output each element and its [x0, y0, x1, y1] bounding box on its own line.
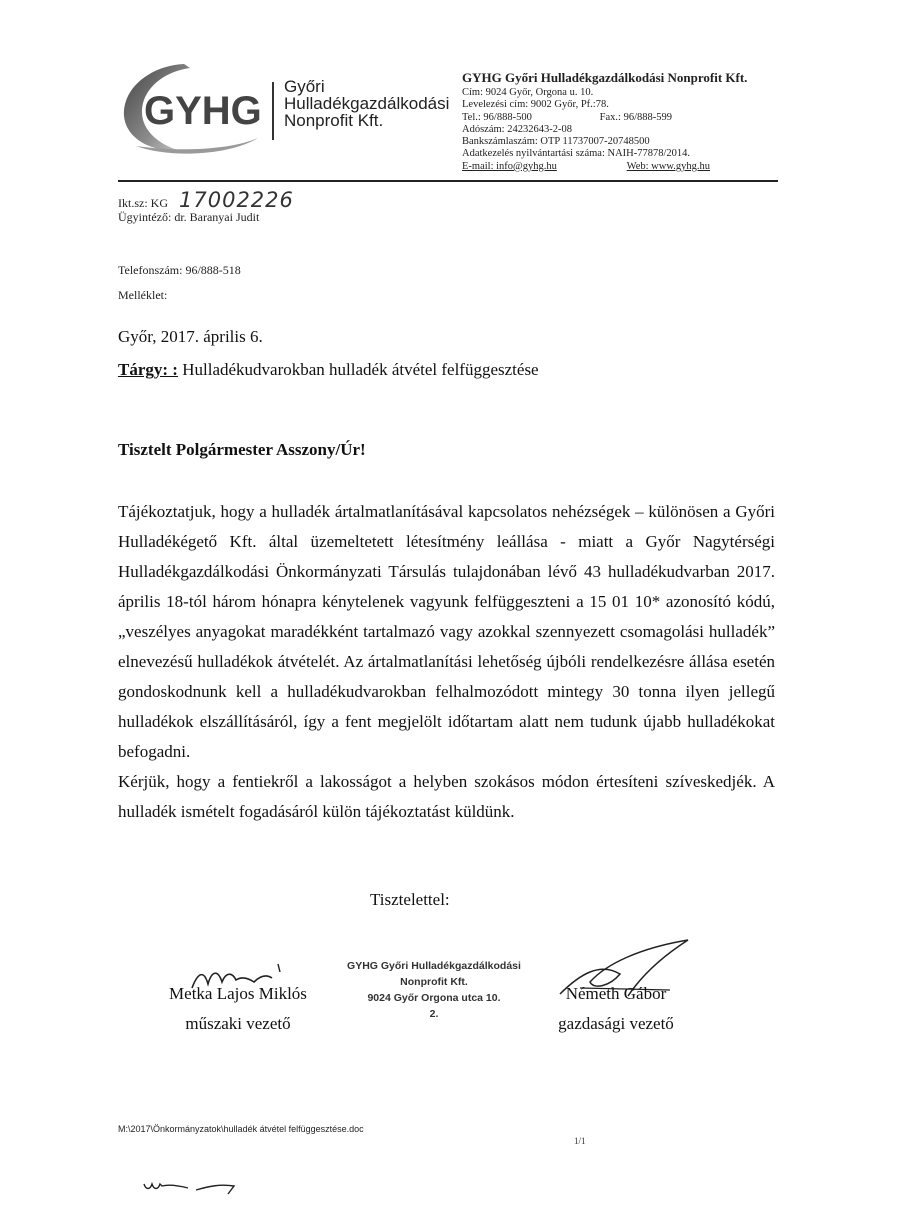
left-signer-title: műszaki vezető [185, 1014, 291, 1033]
stamp-line-4: 2. [429, 1008, 439, 1020]
letter-subject [118, 360, 539, 380]
body-paragraph-1: Tájékoztatjuk, hogy a hulladék ártalmatlanításával kapcsolatos nehézségek – különösen a Győri Hulladékégető Kft. által üzemeltetett létesítmény leállása - miatt a Győr Nagytérségi Hulladékgazdálkodási Önkormányzati Társulás tulajdonában lévő 43 hulladékudvarban 2017. április 18-tól három hónapra kénytelenek vagyunk felfüggeszteni a 15 01 10* azonosító kódú, „veszélyes anyagokat maradékként tartalmazó vagy azokkal szennyezett csomagolási hulladék” elnevezésű hulladékok átvételét. Az ártalmatlanítási lehetőség újbóli rendelkezésre állása esetén gondoskodnunk kell a hulladékudvarokban felhalmozódott mintegy 30 tonna ilyen jellegű hulladékok elszállításáról, így a fent megjelölt időtartam alatt nem tudunk újabb hulladékokat befogadni. [118, 502, 775, 761]
logo-line-3: Nonprofit Kft. [284, 111, 384, 130]
file-path: M:\2017\Önkormányzatok\hulladék átvétel felfüggesztése.doc [118, 1124, 364, 1134]
letter-body [118, 497, 775, 827]
logo-mark: GYHG [144, 89, 262, 133]
right-signer-name: Németh Gábor [565, 984, 667, 1003]
stamp-line-2: Nonprofit Kft. [400, 976, 468, 988]
logo-divider [272, 82, 274, 140]
left-signer-name: Metka Lajos Miklós [169, 984, 307, 1003]
gyhg-logo-icon [118, 54, 278, 164]
reference-label: Ikt.sz: KG [118, 196, 168, 210]
logo-wordmark [284, 78, 449, 129]
right-signer-title: gazdasági vezető [558, 1014, 674, 1033]
reference-handwritten: 17002226 [179, 188, 294, 212]
letter-closing: Tisztelettel: [370, 890, 450, 909]
case-officer: Ügyintéző: dr. Baranyai Judit [118, 210, 260, 224]
postal-address: Levelezési cím: 9002 Győr, Pf.:78. [462, 99, 609, 111]
email-link[interactable]: E-mail: info@gyhg.hu [462, 160, 557, 172]
tax-number: Adószám: 24232643-2-08 [462, 123, 572, 135]
handwritten-scribble-icon [140, 1160, 250, 1200]
company-name: GYHG Győri Hulladékgazdálkodási Nonprofit Kft. [462, 70, 748, 85]
company-address: Cím: 9024 Győr, Orgona u. 10. [462, 87, 594, 98]
fax-number: Fax.: 96/888-599 [599, 111, 672, 123]
header-divider [118, 180, 778, 182]
company-logo [118, 54, 448, 164]
phone-number: Tel.: 96/888-500 [462, 111, 532, 123]
letter-greeting: Tisztelt Polgármester Asszony/Úr! [118, 440, 366, 459]
bank-account: Bankszámlaszám: OTP 11737007-20748500 [462, 136, 650, 148]
phone-contact: Telefonszám: 96/888-518 [118, 263, 241, 277]
company-stamp [328, 958, 540, 1022]
subject-label: Tárgy: : [118, 360, 178, 379]
reference-number [118, 188, 294, 212]
logo-line-2: Hulladékgazdálkodási [284, 94, 450, 113]
subject-text: Hulladékudvarokban hulladék átvétel felfüggesztése [177, 360, 539, 379]
page-number: 1/1 [574, 1136, 586, 1146]
letter-date: Győr, 2017. április 6. [118, 327, 263, 346]
body-paragraph-2: Kérjük, hogy a fentiekről a lakosságot a helyben szokásos módon értesíteni szíveskedjék. A hulladék ismételt fogadásáról külön tájékoztatást küldünk. [118, 772, 775, 821]
phone-fax-row [462, 112, 672, 124]
letterhead-contact [462, 70, 782, 173]
stamp-line-1: GYHG Győri Hulladékgazdálkodási [347, 960, 521, 972]
attachment-label: Melléklet: [118, 288, 168, 302]
email-web-row [462, 161, 710, 173]
web-link[interactable]: Web: www.gyhg.hu [626, 160, 710, 172]
data-registration: Adatkezelés nyilvántartási száma: NAIH-77878/2014. [462, 148, 691, 160]
stamp-line-3: 9024 Győr Orgona utca 10. [367, 992, 501, 1004]
logo-line-1: Győri [284, 77, 325, 96]
